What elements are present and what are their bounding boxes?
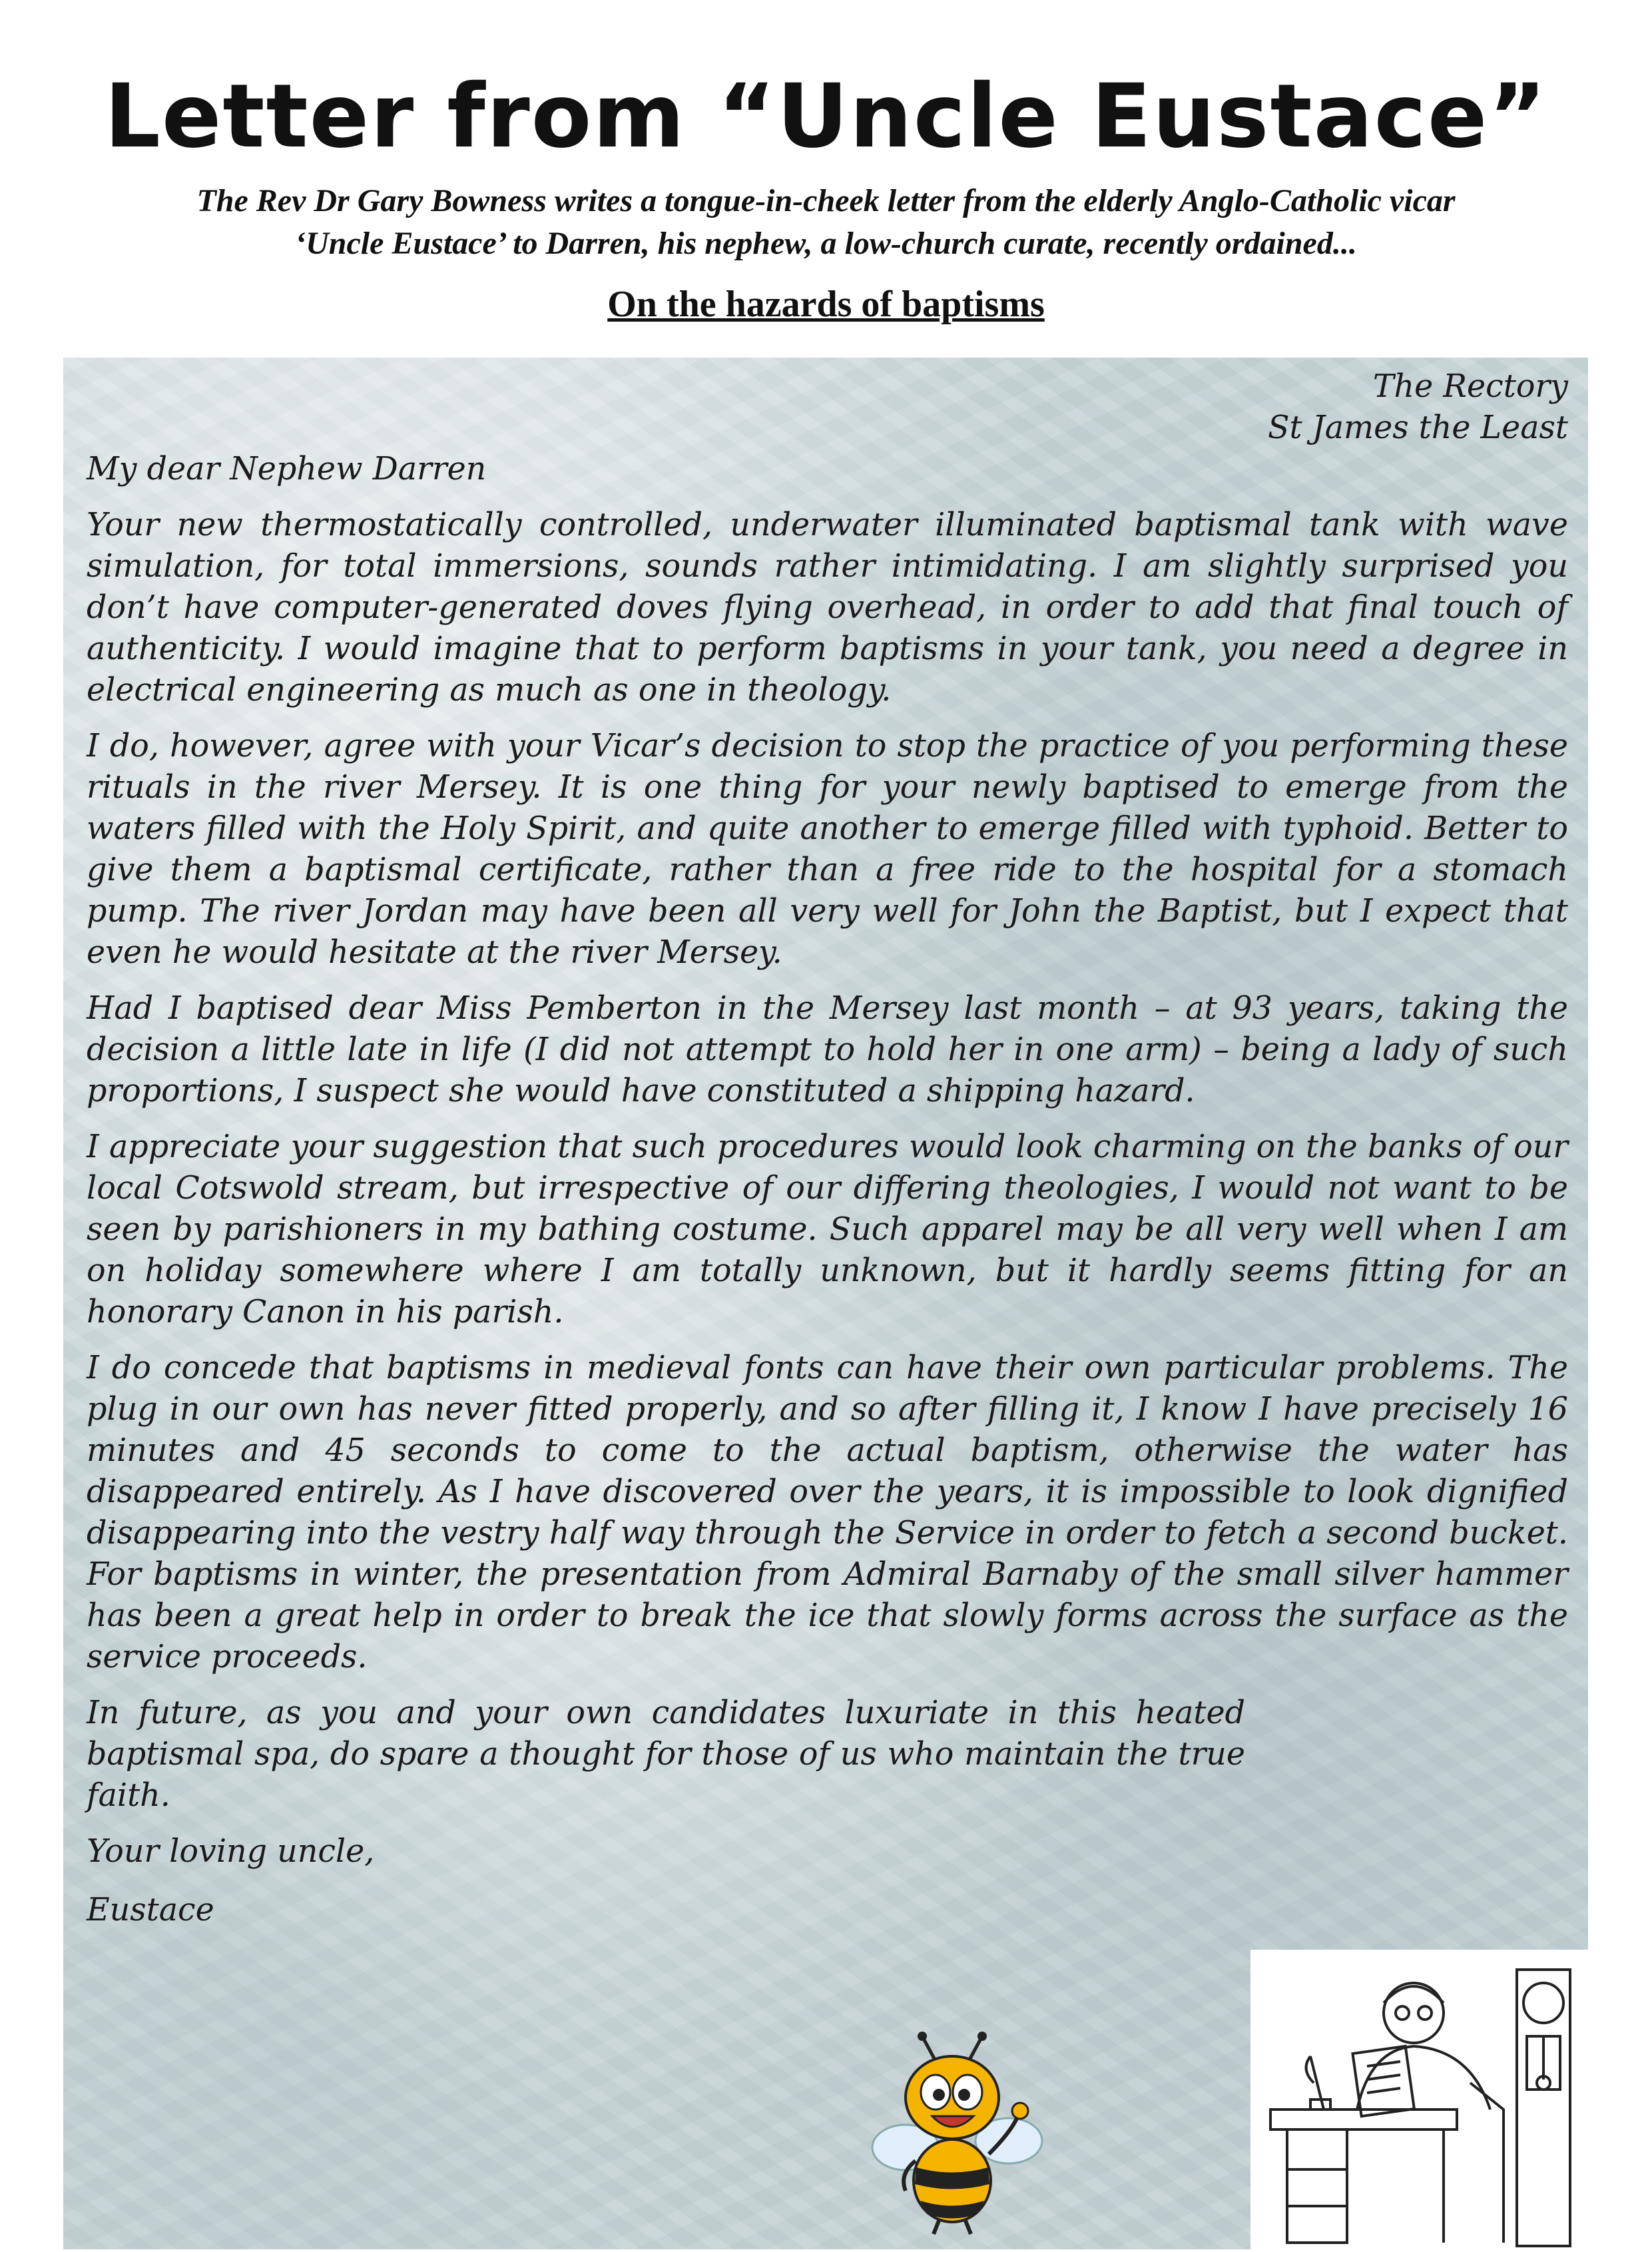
letter-salutation: My dear Nephew Darren (87, 451, 487, 487)
letter-body (87, 366, 1568, 1931)
section-heading: On the hazards of baptisms (607, 284, 1045, 325)
letter-paragraph-1: Your new thermostatically controlled, underwater illuminated baptismal tank with wave simulation, for total immersions, sounds rather intimidating. I am slightly surprised you don’t have computer-generated doves flying overhead, in order to add that final touch of authenticity. I would imagine that to perform baptisms in your tank, you need a degree in electrical engineering as much as one in theology. (87, 507, 1568, 708)
letter-paragraph-6: In future, as you and your own candidates luxuriate in this heated baptismal spa, do spare a thought for those of us who maintain the true faith. (87, 1695, 1245, 1814)
letter-closing: Your loving uncle, (87, 1833, 375, 1870)
page-title: Letter from “Uncle Eustace” (104, 65, 1548, 168)
letter-paragraph-2: I do, however, agree with your Vicar’s decision to stop the practice of you performing these rituals in the river Mersey. It is one thing for your newly baptised to emerge from the waters filled with the Holy Spirit, and quite another to emerge filled with typhoid. Better to give them a baptismal certificate, rather than a free ride to the hospital for a stomach pump. The river Jordan may have been all very well for John the Baptist, but I expect that even he would hesitate at the river Mersey. (87, 728, 1568, 971)
vicar-at-desk-icon (1250, 1950, 1588, 2249)
address-line-1: The Rectory (1372, 368, 1568, 405)
letter-signature: Eustace (87, 1892, 214, 1928)
letter-address (87, 366, 1568, 449)
subtitle (80, 180, 1572, 265)
letter-paragraph-5: I do concede that baptisms in medieval fonts can have their own particular problems. The plug in our own has never fitted properly, and so after filling it, I know I have precisely 16 minutes and 45 seconds to come to the actual baptism, otherwise the water has disappeared entirely. As I have discovered over the years, it is impossible to look dignified disappearing into the vestry half way through the Service in order to fetch a second bucket. For baptisms in winter, the presentation from Admiral Barnaby of the small silver hammer has been a great help in order to break the ice that slowly forms across the surface as the service proceeds. (87, 1350, 1568, 1675)
subtitle-line-1: The Rev Dr Gary Bowness writes a tongue-in-cheek letter from the elderly Anglo-Catholic vicar (196, 183, 1456, 218)
letter-paragraph-3: Had I baptised dear Miss Pemberton in the Mersey last month – at 93 years, taking the decision a little late in life (I did not attempt to hold her in one arm) – being a lady of such proportions, I suspect she would have constituted a shipping hazard. (87, 990, 1568, 1109)
letter-paragraph-4: I appreciate your suggestion that such procedures would look charming on the banks of our local Cotswold stream, but irrespective of our differing theologies, I would not want to be seen by parishioners in my bathing costume. Such apparel may be all very well when I am on holiday somewhere where I am totally unknown, but it hardly seems fitting for an honorary Canon in his parish. (87, 1129, 1568, 1330)
cartoon-bee-icon (859, 2031, 1052, 2237)
subtitle-line-2: ‘Uncle Eustace’ to Darren, his nephew, a low-church curate, recently ordained... (295, 226, 1357, 261)
address-line-2: St James the Least (1267, 410, 1568, 446)
